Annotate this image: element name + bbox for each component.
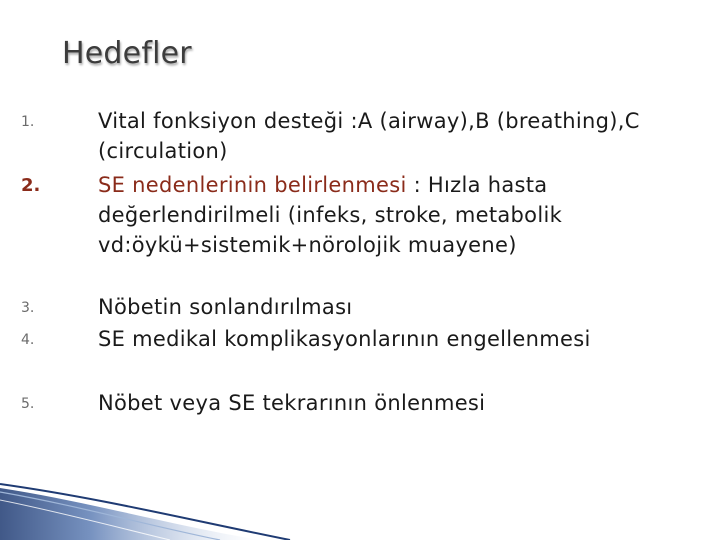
decorative-wave [0, 440, 720, 540]
slide-title: Hedefler [62, 36, 192, 71]
list-item-text: Vital fonksiyon desteği :A (airway),B (breathing),C (circulation) [98, 109, 640, 163]
list-number: 1. [21, 114, 35, 130]
list-item [0, 292, 720, 324]
list-number: 2. [21, 175, 41, 196]
list-item [0, 170, 720, 292]
list-item [0, 388, 720, 420]
list-number: 3. [21, 300, 35, 316]
list-number: 5. [21, 396, 35, 412]
list-number: 4. [21, 332, 35, 348]
list-item-detail: : Hızla hasta değerlendirilmeli (infeks, stroke, metabolik vd:öykü+sistemik+nörolojik muayene) [98, 173, 563, 257]
wave-band [0, 488, 260, 540]
list-item-text: Nöbetin sonlandırılması [98, 295, 353, 319]
list-item-text [98, 170, 678, 260]
highlighted-phrase: SE nedenlerinin belirlenmesi [98, 173, 407, 197]
list-item-text: Nöbet veya SE tekrarının önlenmesi [98, 391, 486, 415]
list-item-text: SE medikal komplikasyonlarının engellenmesi [98, 327, 591, 351]
objectives-list [0, 106, 720, 420]
list-item [0, 324, 720, 388]
list-item [0, 106, 720, 170]
